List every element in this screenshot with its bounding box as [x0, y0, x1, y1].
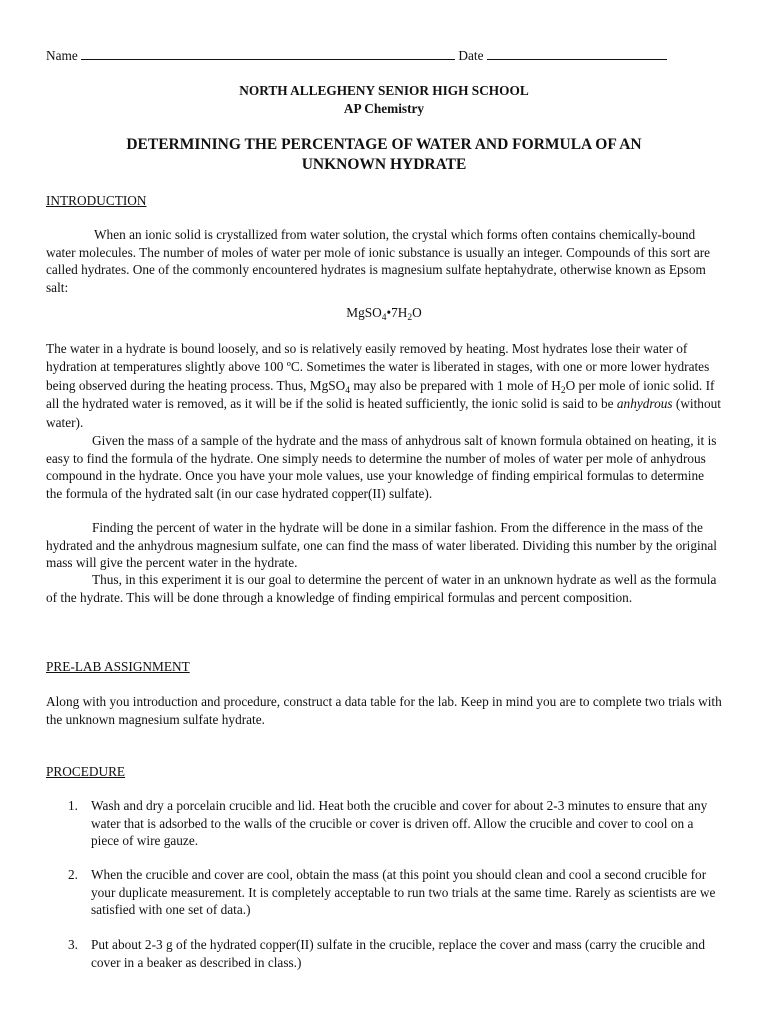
prelab-heading: PRE-LAB ASSIGNMENT — [46, 659, 190, 674]
intro-paragraph-5 — [46, 571, 722, 606]
subscript: 4 — [345, 385, 351, 396]
title-line-2: UNKNOWN HYDRATE — [301, 156, 467, 173]
intro-text-4: Finding the percent of water in the hydrate will be done in a similar fashion. From the difference in the mass of the hydrated and the anhydrous magnesium sulfate, one can find the mass of water liberated. Dividing this number by the original mass will give the percent water in the hydrate. — [46, 520, 717, 570]
step-text: Wash and dry a porcelain crucible and lid. Heat both the crucible and cover for about 2-3 minutes to ensure that any water that is adsorbed to the walls of the crucible or cover is driven off. Allow the crucible and cover to cool on a piece of wire gauze. — [91, 798, 708, 848]
intro-paragraph-1 — [46, 226, 718, 296]
epsom-formula — [0, 304, 768, 322]
formula-part: •7H — [386, 305, 408, 320]
date-label: Date — [458, 48, 484, 63]
formula-part: MgSO — [346, 305, 382, 320]
formula-subscript: 4 — [381, 313, 387, 323]
header-row — [46, 46, 686, 65]
intro-paragraph-2 — [46, 340, 722, 432]
intro-text-3: Given the mass of a sample of the hydrate and the mass of anhydrous salt of known formula obtained on heating, it is easy to find the formula of the hydrate. One simply needs to determine the number of moles of water per mole of anhydrous compound in the hydrate. Once you have your mole values, use your knowledge of finding empirical formulas to determine the formula of the hydrated salt (in our case hydrated copper(II) sulfate). — [46, 433, 717, 501]
text-run: O per mole of ionic solid. If all the hydrated water is removed, as it will be if the solid is heated sufficiently, the ionic solid is said to be — [46, 377, 715, 412]
formula-part: O — [412, 305, 422, 320]
formula-subscript: 2 — [407, 313, 413, 323]
intro-text-1: When an ionic solid is crystallized from water solution, the crystal which forms often contains chemically-bound water molecules. The number of moles of water per mole of ionic substance is usually an integer. Compounds of this sort are called hydrates. One of the commonly encountered hydrates is magnesium sulfate heptahydrate, otherwise known as Epsom salt: — [46, 227, 711, 295]
text-run: may also be prepared with 1 mole of H — [350, 377, 561, 393]
intro-paragraph-3 — [46, 432, 722, 502]
intro-text-5: Thus, in this experiment it is our goal to determine the percent of water in an unknown hydrate as well as the formula of the hydrate. This will be done through a knowledge of finding empirical formulas and percent composition. — [46, 572, 717, 605]
step-text: Put about 2-3 g of the hydrated copper(II) sulfate in the crucible, replace the cover and mass (carry the crucible and cover in a beaker as described in class.) — [91, 937, 705, 970]
name-label: Name — [46, 48, 78, 63]
introduction-heading: INTRODUCTION — [46, 193, 147, 208]
text-run: (without water). — [46, 396, 721, 430]
step-number: 1. — [68, 798, 78, 813]
procedure-heading: PROCEDURE — [46, 764, 126, 779]
prelab-text: Along with you introduction and procedure, construct a data table for the lab. Keep in mind you are to complete two trials with the unknown magnesium sulfate hydrate. — [46, 694, 722, 727]
course-name: AP Chemistry — [343, 101, 425, 116]
page-title — [0, 135, 768, 175]
prelab-paragraph — [46, 693, 722, 728]
step-text: When the crucible and cover are cool, obtain the mass (at this point you should clean and cool a second crucible for your duplicate measurement. It is completely acceptable to run two trials at the same time. Rarely as scientists are we satisfied with one set of data.) — [91, 867, 716, 917]
intro-text-2 — [46, 340, 722, 432]
date-field[interactable] — [487, 46, 667, 60]
step-number: 3. — [68, 937, 78, 952]
intro-paragraph-4 — [46, 519, 722, 572]
title-line-1: DETERMINING THE PERCENTAGE OF WATER AND FORMULA OF AN — [126, 136, 642, 153]
subscript: 2 — [560, 385, 566, 396]
name-field[interactable] — [81, 46, 455, 60]
school-name: NORTH ALLEGHENY SENIOR HIGH SCHOOL — [239, 83, 529, 98]
text-run: The water in a hydrate is bound loosely, and so is relatively easily removed by heating. Most hydrates lose their water of hydration at temperatures slightly above 100 ºC. Sometimes the water is liberated in stages, with one or more lower hydrates being observed during the heating process. Thus, MgSO — [46, 341, 710, 393]
italic-term: anhydrous — [616, 396, 673, 412]
step-number: 2. — [68, 867, 78, 882]
